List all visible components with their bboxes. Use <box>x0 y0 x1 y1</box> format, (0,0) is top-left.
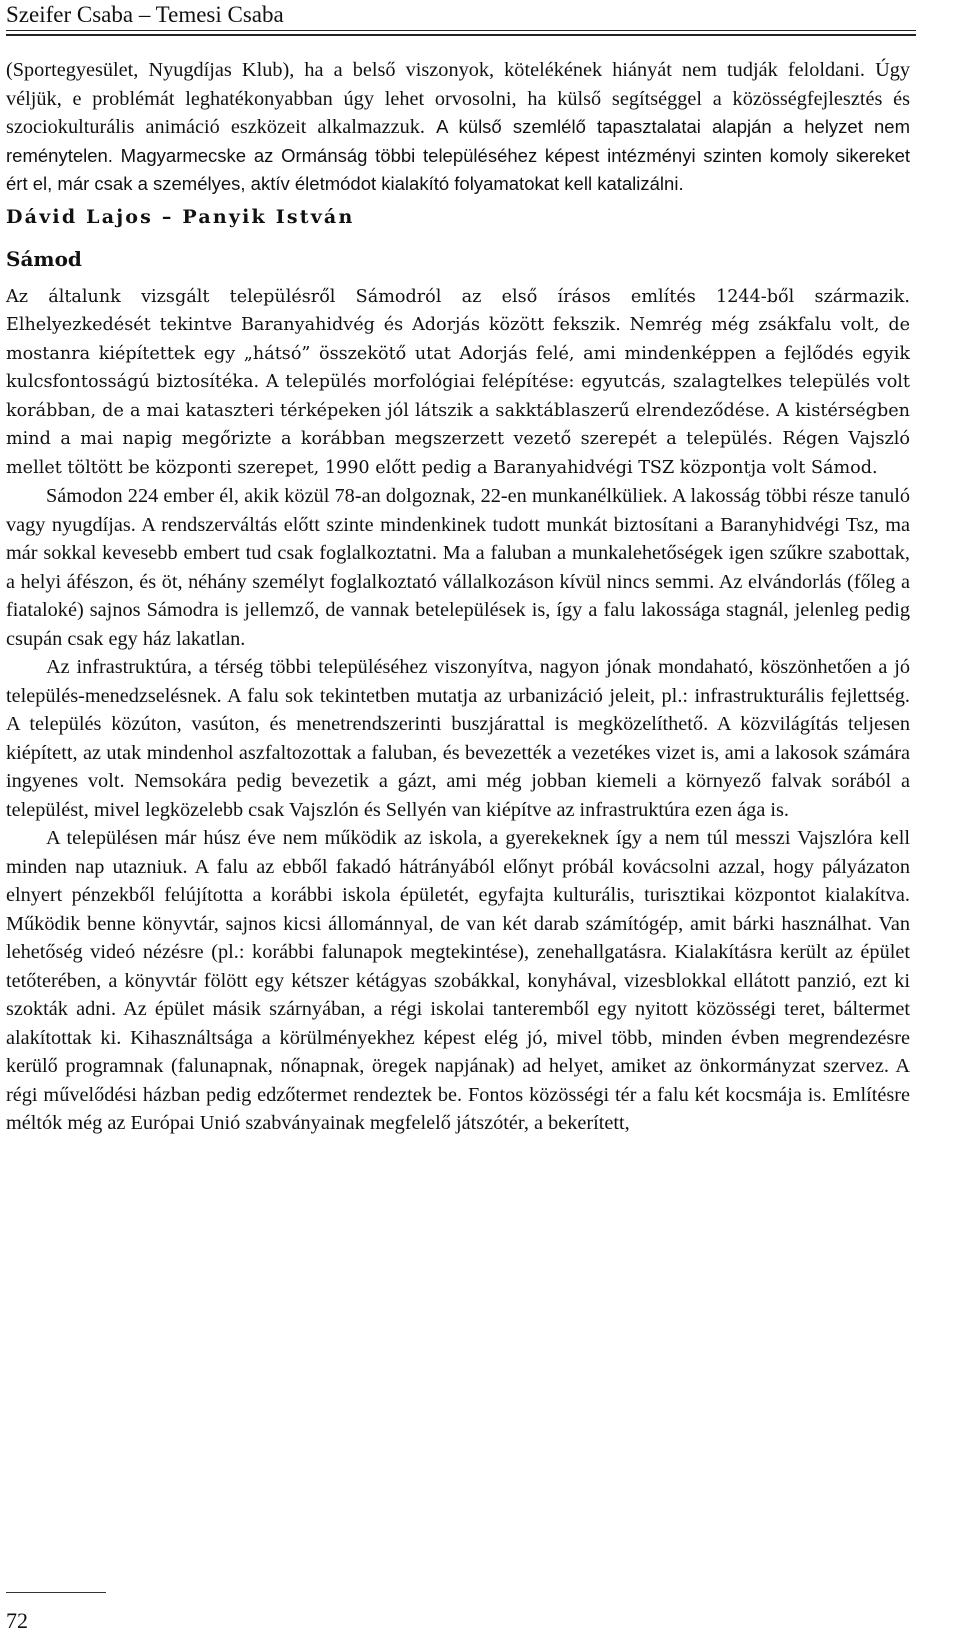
paragraph-2: Sámodon 224 ember él, akik közül 78-an dolgoznak, 22-en munkanélküliek. A lakosság többi része tanuló vagy nyugdíjas. A rendszerváltás előtt szinte mindenkinek tudott munkát biztosítani a Baranyhidvégi Tsz, ma már sokkal kevesebb embert tud csak foglalkoztatni. Ma a faluban a munkalehetőségek igen szűkre szabottak, a helyi áfészon, és öt, néhány személyt foglalkoztató vállalkozáson kívül nincs semmi. Az elvándorlás (főleg a fiataloké) sajnos Sámodra is jellemző, de vannak betelepülések is, így a falu lakossága stagnál, jelenleg pedig csupán csak egy ház lakatlan. <box>6 485 910 650</box>
paragraph-1: Az általunk vizsgált településről Sámodról az első írásos említés 1244-ből származik. Elhelyezkedését tekintve Baranyahidvég és Adorjás között fekszik. Nemrég még zsákfalu volt, de mostanra kiépítettek egy „hátsó” összekötő utat Adorjás felé, ami mindenképpen a fejlődés egyik kulcsfontosságú biztosítéka. A település morfológiai felépítése: egyutcás, szalagtelkes település volt korábban, de a mai kataszteri térképeken jól látszik a sakktáblaszerű elrendeződése. A kistérségben mind a mai napig megőrizte a korábban megszerzett vezető szerepét a település. Régen Vajszló mellet töltött be központi szerepet, 1990 előtt pedig a Baranyahidvégi TSZ központja volt Sámod. <box>6 286 910 478</box>
paragraph-3: Az infrastruktúra, a térség többi településéhez viszonyítva, nagyon jónak mondaható, köszönhetően a jó település-menedzselésnek. A falu sok tekintetben mutatja az urbanizáció jeleit, pl.: infrastrukturális fejlettség. A település közúton, vasúton, és menetrendszerinti buszjárattal is megközelíthető. A közvilágítás teljesen kiépített, az utak mindenhol aszfaltozottak a faluban, és bevezették a vezetékes vizet is, ami a lakosok számára ingyenes volt. Nemsokára pedig bevezetik a gázt, ami még jobban kiemeli a környező falvak sorából a települést, mivel legközelebb csak Vajszlón és Sellyén van kiépítve az infrastruktúra ezen ága is. <box>6 656 910 821</box>
page-number: 72 <box>6 1608 28 1633</box>
running-title: Szeifer Csaba – Temesi Csaba <box>6 2 284 27</box>
header-rule-thick <box>6 34 916 36</box>
running-header <box>6 0 916 36</box>
header-rule-thin <box>6 30 916 31</box>
section-heading: Sámod <box>6 246 82 271</box>
footer-rule <box>6 1592 106 1593</box>
continued-paragraph <box>6 56 910 199</box>
paragraph-4: A településen már húsz éve nem működik az iskola, a gyerekeknek így a nem túl messzi Vajszlóra kell minden nap utazniuk. A falu az ebből fakadó hátrányából előnyt próbál kovácsolni azzal, hogy pályázaton elnyert pénzekből felújította a korábbi iskola épületét, egyfajta kulturális, turisztikai központot kialakítva. Működik benne könyvtár, sajnos kicsi állománnyal, de van két darab számítógép, amit bárki használhat. Van lehetőség videó nézésre (pl.: korábbi falunapok megtekintése), zenehallgatásra. Kialakításra került az épület tetőterében, a könyvtár fölött egy kétszer kétágyas szobákkal, konyhával, vizesblokkal ellátott panzió, ezt ki szokták adni. Az épület másik szárnyában, a régi iskolai tanteremből egy nyitott közösségi teret, báltermet alakítottak ki. Kihasználtsága a körülményekhez képest elég jó, mivel több, minden évben megrendezésre kerülő programnak (falunapnak, nőnapnak, öregek napjának) ad helyet, amiket az önkormányzat szervez. A régi művelődési házban pedig edzőtermet rendeztek be. Fontos közösségi tér a falu két kocsmája is. Említésre méltók még az Európai Unió szabványainak megfelelő játszótér, a bekerített, <box>6 827 910 1134</box>
continued-text-sans: A külső szemlélő tapasztalatai alapján a helyzet nem reménytelen. Magyarmecske az Ormánság többi településéhez képest intézményi szinten komoly sikereket ért el, már csak a személyes, aktív életmódot kialakító folyamatokat kell katalizálni. <box>6 116 910 194</box>
continued-text: (Sportegyesület, Nyugdíjas Klub), ha a belső viszonyok, kötelékének hiányát nem tudják feloldani. Úgy véljük, e problémát leghatékonyabban úgy lehet orvosolni, ha külső segítséggel a közösségfejlesztés és szociokulturális animáció eszközeit alkalmazzuk. <box>6 59 910 138</box>
author-byline: Dávid Lajos – Panyik István <box>6 205 355 228</box>
page-body <box>6 56 910 1138</box>
